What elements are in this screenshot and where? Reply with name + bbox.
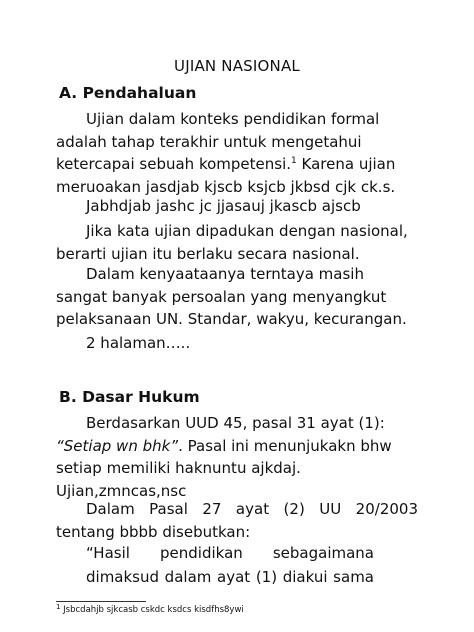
document-title: UJIAN NASIONAL [174,57,300,75]
block-quote [86,542,374,589]
legal-basis-rest: . Pasal ini menunjukakn bhw setiap memiliki haknuntu ajkdaj. Ujian,zmncas,nsc [56,436,392,500]
paragraph-1-text-end: Karena ujian meruoakan jasdjab kjscb ksjcb jkbsd cjk ck.s. [56,155,396,196]
section-a-paragraph-3: Jika kata ujian dipadukan dengan nasional, berarti ujian itu berlaku secara nasional. [56,222,408,263]
footnote [56,603,244,615]
legal-basis-lead: Berdasarkan UUD 45, pasal 31 ayat (1): [86,414,385,432]
section-a-paragraph-5: 2 halaman….. [86,334,191,352]
section-b-heading: B. Dasar Hukum [59,388,200,406]
section-a-paragraph-1 [56,108,418,198]
section-b-paragraph-2: Dalam Pasal 27 ayat (2) UU 20/2003 tentang bbbb disebutkan: [56,500,418,541]
legal-quote: “Setiap wn bhk” [56,436,179,455]
footnote-number: 1 [56,603,61,611]
section-a-paragraph-4: Dalam kenyaataanya terntaya masih sangat banyak persoalan yang menyangkut pelaksanaan UN. Standar, wakyu, kecurangan. [56,265,407,328]
footnote-separator [56,601,146,602]
block-quote-line-2: dimaksud dalam ayat (1) diakui sama [86,567,374,586]
paragraph-1-text-start: Ujian dalam konteks pendidikan formal adalah tahap terakhir untuk mengetahui ketercapai sebuah kompetensi. [56,110,380,173]
footnote-reference: 1 [291,156,297,166]
footnote-text: Jsbcdahjb sjkcasb cskdc ksdcs kisdfhs8ywi [60,605,244,615]
section-b-paragraph-1 [56,412,418,502]
block-quote-line-1: “Hasil pendidikan sebagaimana [86,544,374,562]
section-a-paragraph-2: Jabhdjab jashc jc jjasauj jkascb ajscb [86,197,361,215]
section-a-heading: A. Pendahaluan [59,84,197,102]
